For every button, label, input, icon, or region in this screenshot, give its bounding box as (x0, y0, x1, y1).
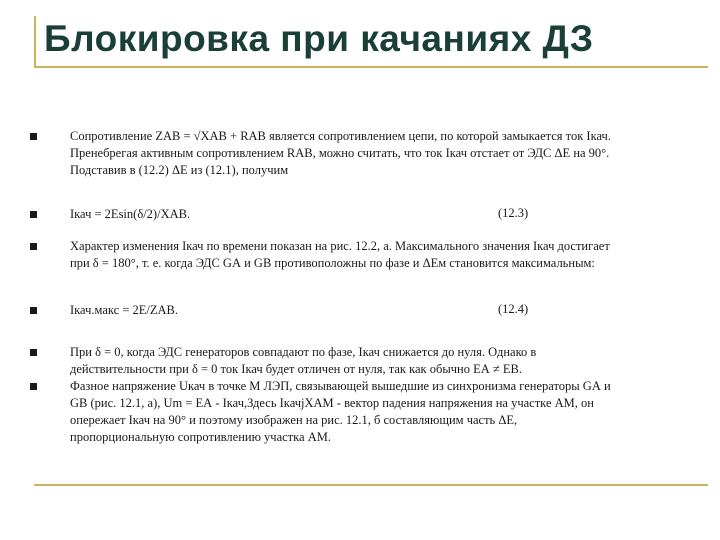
page-title: Блокировка при качаниях ДЗ (44, 18, 594, 59)
list-item-current-variation (30, 238, 690, 272)
title-accent-vertical-line (34, 16, 36, 68)
list-item-zero-angle (30, 344, 690, 378)
bullet-marker (30, 211, 37, 218)
formula-text: Iкач.макс = 2E/ZАВ. (70, 303, 178, 317)
list-item-impedance (30, 128, 690, 179)
bottom-divider-line (34, 484, 708, 486)
list-item-formula-12-3 (30, 206, 690, 223)
item-text: Характер изменения Iкач по времени показан на рис. 12.2, а. Максимального значения Iкач достигает при δ = 180°, т. е. когда ЭДС GА и GВ противоположны по фазе и ΔEм становится максимальным: (70, 239, 610, 270)
item-text: При δ = 0, когда ЭДС генераторов совпадают по фазе, Iкач снижается до нуля. Однако в действительности при δ = 0 ток Iкач будет отличен от нуля, так как обычно EА ≠ EВ. (70, 345, 537, 376)
bullet-marker (30, 349, 37, 356)
equation-number: (12.3) (498, 206, 529, 220)
item-text: Сопротивление ZАВ = √XАВ + RАВ является сопротивлением цепи, по которой замыкается ток Iкач. Пренебрегая активным сопротивлением RАВ, можно считать, что ток Iкач отстает от ЭДС ΔE на 90°. Подставив в (12.2) ΔE из (12.1), получим (70, 129, 611, 177)
bullet-marker (30, 243, 37, 250)
title-underline (34, 66, 708, 68)
bullet-marker (30, 383, 37, 390)
bullet-marker (30, 307, 37, 314)
item-text: Фазное напряжение Uкач в точке М ЛЭП, связывающей вышедшие из синхронизма генераторы GА и GВ (рис. 12.1, а), Um = EА - Iкач,Здесь IкачjXАМ - вектор падения напряжения на участке АМ, он опережает Iкач на 90° и поэтому изображен на рис. 12.1, б составляющим часть ΔE, пропорциональную сопротивлению участка АМ. (70, 379, 611, 444)
bullet-marker (30, 133, 37, 140)
equation-number: (12.4) (498, 302, 529, 316)
formula-text: Iкач = 2Esin(δ/2)/XАВ. (70, 207, 191, 221)
list-item-formula-12-4 (30, 302, 690, 319)
list-item-phase-voltage (30, 378, 690, 446)
